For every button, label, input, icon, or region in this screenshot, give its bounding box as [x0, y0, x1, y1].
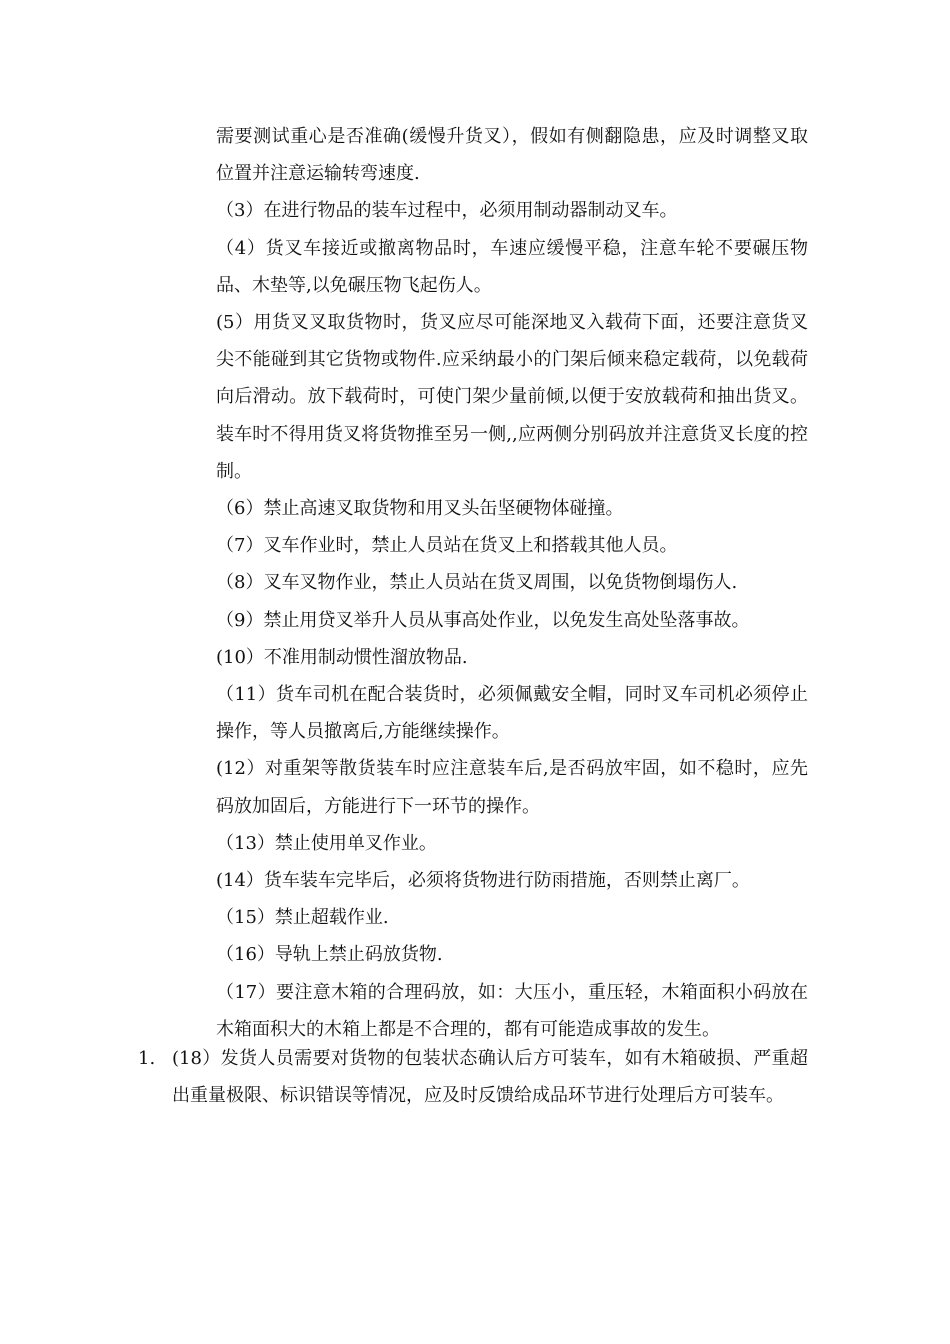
paragraph-rule-16: （16）导轨上禁止码放货物.: [216, 944, 443, 966]
paragraph-rule-13: （13）禁止使用单叉作业。: [216, 832, 437, 854]
paragraph-rule-14: (14）货车装车完毕后，必须将货物进行防雨措施，否则禁止离厂。: [216, 870, 750, 892]
paragraph-rule-15: （15）禁止超载作业.: [216, 907, 389, 929]
paragraph-rule-12: (12）对重架等散货装车时应注意装车后,是否码放牢固，如不稳时，应先码放加固后，方能进行下一环节的操作。: [216, 758, 808, 817]
body-text: [216, 118, 808, 1048]
paragraph-rule-6: （6）禁止高速叉取货物和用叉头缶坚硬物体碰撞。: [216, 498, 624, 520]
paragraph-rule-9: （9）禁止用贷叉举升人员从事高处作业，以免发生高处坠落事故。: [216, 609, 750, 631]
paragraph-weight-check: 需要测试重心是否准确(缓慢升货叉），假如有侧翻隐患，应及时调整叉取位置并注意运输转弯速度.: [216, 126, 808, 185]
paragraph-rule-11: （11）货车司机在配合装货时，必须佩戴安全帽，同时叉车司机必须停止操作，等人员撤离后,方能继续操作。: [216, 684, 808, 743]
paragraph-rule-5: (5）用货叉叉取货物时，货叉应尽可能深地叉入载荷下面，还要注意货叉尖不能碰到其它货物或物件.应采纳最小的门架后倾来稳定载荷，以免载荷向后滑动。放下载荷时，可使门架少量前倾,以便于安放载荷和抽出货叉。装车时不得用货叉将货物推至另一侧,,应两侧分别码放并注意货叉长度的控制。: [216, 312, 808, 482]
list-item-text: (18）发货人员需要对货物的包装状态确认后方可装车，如有木箱破损、严重超出重量极限、标识错误等情况，应及时反馈给成品环节进行处理后方可装车。: [172, 1048, 808, 1107]
paragraph-rule-4: （4）货叉车接近或撤离物品时，车速应缓慢平稳，注意车轮不要碾压物品、木垫等,以免碾压物飞起伤人。: [216, 237, 808, 296]
paragraph-rule-7: （7）叉车作业时，禁止人员站在货叉上和搭载其他人员。: [216, 535, 678, 557]
paragraph-rule-10: (10）不准用制动惯性溜放物品.: [216, 646, 468, 668]
list-number: 1.: [138, 1048, 156, 1069]
paragraph-rule-8: （8）叉车叉物作业，禁止人员站在货叉周围，以免货物倒塌伤人.: [216, 572, 738, 594]
paragraph-rule-17: （17）要注意木箱的合理码放，如：大压小，重压轻，木箱面积小码放在木箱面积大的木箱上都是不合理的，都有可能造成事故的发生。: [216, 981, 808, 1040]
list-item: [138, 1040, 808, 1114]
paragraph-rule-3: （3）在进行物品的装车过程中，必须用制动器制动叉车。: [216, 200, 678, 222]
numbered-list: [138, 1040, 808, 1114]
